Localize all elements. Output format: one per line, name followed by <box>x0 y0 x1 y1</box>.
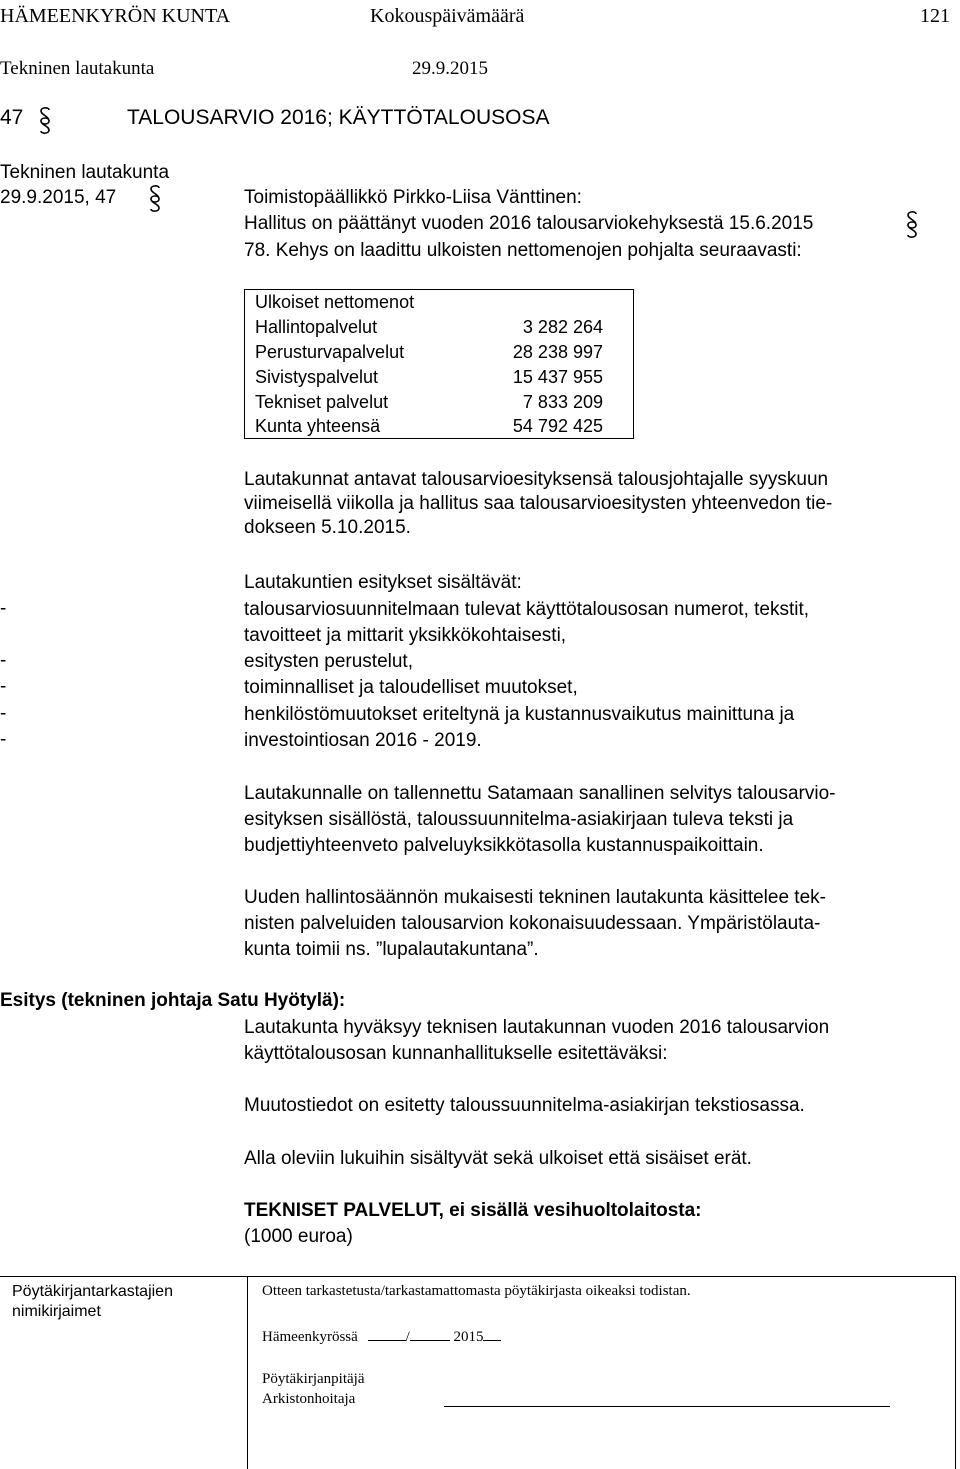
list-bullet: - <box>0 676 7 697</box>
paragraph-line: dokseen 5.10.2015. <box>244 517 411 538</box>
row-label: Hallintopalvelut <box>255 317 378 337</box>
row-label: Kunta yhteensä <box>255 416 381 436</box>
proposal-line-4: Alla oleviin lukuihin sisältyvät sekä ulkoiset että sisäiset erät. <box>244 1148 752 1169</box>
paragraph-submission <box>244 468 934 540</box>
footer-certify-cell <box>248 1276 956 1469</box>
row-label: Perusturvapalvelut <box>255 342 405 362</box>
footer-initials-cell <box>0 1276 248 1469</box>
contents-heading: Lautakuntien esitykset sisältävät: <box>244 572 522 593</box>
list-bullet: - <box>0 650 7 671</box>
table-title: Ulkoiset nettomenot <box>255 292 415 312</box>
table-row <box>255 340 623 365</box>
list-item: henkilöstömuutokset eriteltynä ja kustannusvaikutus mainittuna ja <box>244 704 795 725</box>
proposal-line-2: käyttötalousosan kunnanhallitukselle esitettäväksi: <box>244 1043 668 1064</box>
initials-label-line-1: Pöytäkirjantarkastajien <box>12 1283 173 1300</box>
paragraph-line: esityksen sisällöstä, taloussuunnitelma-asiakirjaan tuleva teksti ja <box>244 809 794 830</box>
list-item: esitysten perustelut, <box>244 651 413 672</box>
list-bullet: - <box>0 703 7 724</box>
row-value: 3 282 264 <box>522 317 603 337</box>
table-row <box>255 390 623 415</box>
date-slash: / <box>405 1329 410 1345</box>
paragraph-line: nisten palveluiden talousarvion kokonaisuudessaan. Ympäristölauta- <box>244 913 821 934</box>
proposal-heading: Esitys (tekninen johtaja Satu Hyötylä): <box>0 990 346 1011</box>
year-blank <box>483 1324 501 1341</box>
table-title-row <box>255 290 623 315</box>
list-bullet: - <box>0 598 7 619</box>
row-value: 54 792 425 <box>512 416 603 436</box>
footer-certification <box>0 1276 960 1469</box>
committee-name: Tekninen lautakunta <box>0 58 155 79</box>
intro-line-1: Toimistopäällikkö Pirkko-Liisa Vänttinen: <box>244 187 582 208</box>
paragraph-line: viimeisellä viikolla ja hallitus saa talousarvioesitysten yhteenvedon tie- <box>244 493 833 514</box>
paragraph-line: Lautakunnat antavat talousarvioesityksensä talousjohtajalle syyskuun <box>244 469 829 490</box>
paragraph-line: Lautakunnalle on tallennettu Satamaan sanallinen selvitys talousarvio- <box>244 783 836 804</box>
paragraph-regulation <box>244 885 934 963</box>
row-value: 7 833 209 <box>522 392 603 412</box>
paragraph-line: kunta toimii ns. ”lupalautakuntana”. <box>244 939 539 960</box>
month-blank <box>410 1324 450 1341</box>
day-blank <box>368 1324 406 1341</box>
ref-committee: Tekninen lautakunta <box>0 162 170 183</box>
list-item: talousarviosuunnitelmaan tulevat käyttötalousosan numerot, tekstit, <box>244 599 810 620</box>
meeting-date-label: Kokouspäivämäärä <box>370 5 525 27</box>
meeting-date: 29.9.2015 <box>412 58 488 79</box>
list-item-continued: tavoitteet ja mittarit yksikkökohtaisesti, <box>244 625 567 646</box>
municipality-name: HÄMEENKYRÖN KUNTA <box>0 5 231 27</box>
certify-place-row <box>262 1324 501 1346</box>
section-number: 47 <box>0 106 24 129</box>
archivist-label: Arkistonhoitaja <box>262 1391 356 1407</box>
row-value: 28 238 997 <box>512 342 603 362</box>
signature-line <box>444 1406 890 1407</box>
row-label: Sivistyspalvelut <box>255 367 379 387</box>
row-value: 15 437 955 <box>512 367 603 387</box>
section-sign-icon <box>148 184 162 214</box>
table-row <box>255 315 623 340</box>
list-item: toiminnalliset ja taloudelliset muutokset, <box>244 677 578 698</box>
table-row <box>255 365 623 390</box>
paragraph-line: budjettiyhteenveto palveluyksikkötasolla kustannuspaikoittain. <box>244 835 764 856</box>
list-item: investointiosan 2016 - 2019. <box>244 730 482 751</box>
section-sign-icon <box>38 106 52 136</box>
certify-year: 2015 <box>453 1329 484 1345</box>
intro-line-3: 78. Kehys on laadittu ulkoisten nettomenojen pohjalta seuraavasti: <box>244 240 802 261</box>
proposal-line-1: Lautakunta hyväksyy teknisen lautakunnan vuoden 2016 talousarvion <box>244 1017 830 1038</box>
proposal-line-3: Muutostiedot on esitetty taloussuunnitelma-asiakirjan tekstiosassa. <box>244 1095 805 1116</box>
paragraph-satama <box>244 781 934 859</box>
row-label: Tekniset palvelut <box>255 392 389 412</box>
table-row <box>255 414 623 439</box>
net-expenses-table <box>244 289 634 439</box>
certify-text: Otteen tarkastetusta/tarkastamattomasta pöytäkirjasta oikeaksi todistan. <box>262 1283 691 1299</box>
certify-place: Hämeenkyrössä <box>262 1329 358 1345</box>
intro-line-2: Hallitus on päättänyt vuoden 2016 talousarviokehyksestä 15.6.2015 <box>244 213 814 234</box>
proposal-subheading: TEKNISET PALVELUT, ei sisällä vesihuoltolaitosta: <box>244 1200 702 1221</box>
ref-date-section: 29.9.2015, 47 <box>0 187 117 208</box>
initials-label-line-2: nimikirjaimet <box>12 1303 101 1320</box>
keeper-label: Pöytäkirjanpitäjä <box>262 1371 365 1387</box>
section-sign-icon <box>905 210 919 240</box>
section-title: TALOUSARVIO 2016; KÄYTTÖTALOUSOSA <box>127 106 550 129</box>
list-bullet: - <box>0 729 7 750</box>
paragraph-line: Uuden hallintosäännön mukaisesti tekninen lautakunta käsittelee tek- <box>244 887 826 908</box>
page-number: 121 <box>920 5 950 27</box>
proposal-unit: (1000 euroa) <box>244 1226 353 1247</box>
